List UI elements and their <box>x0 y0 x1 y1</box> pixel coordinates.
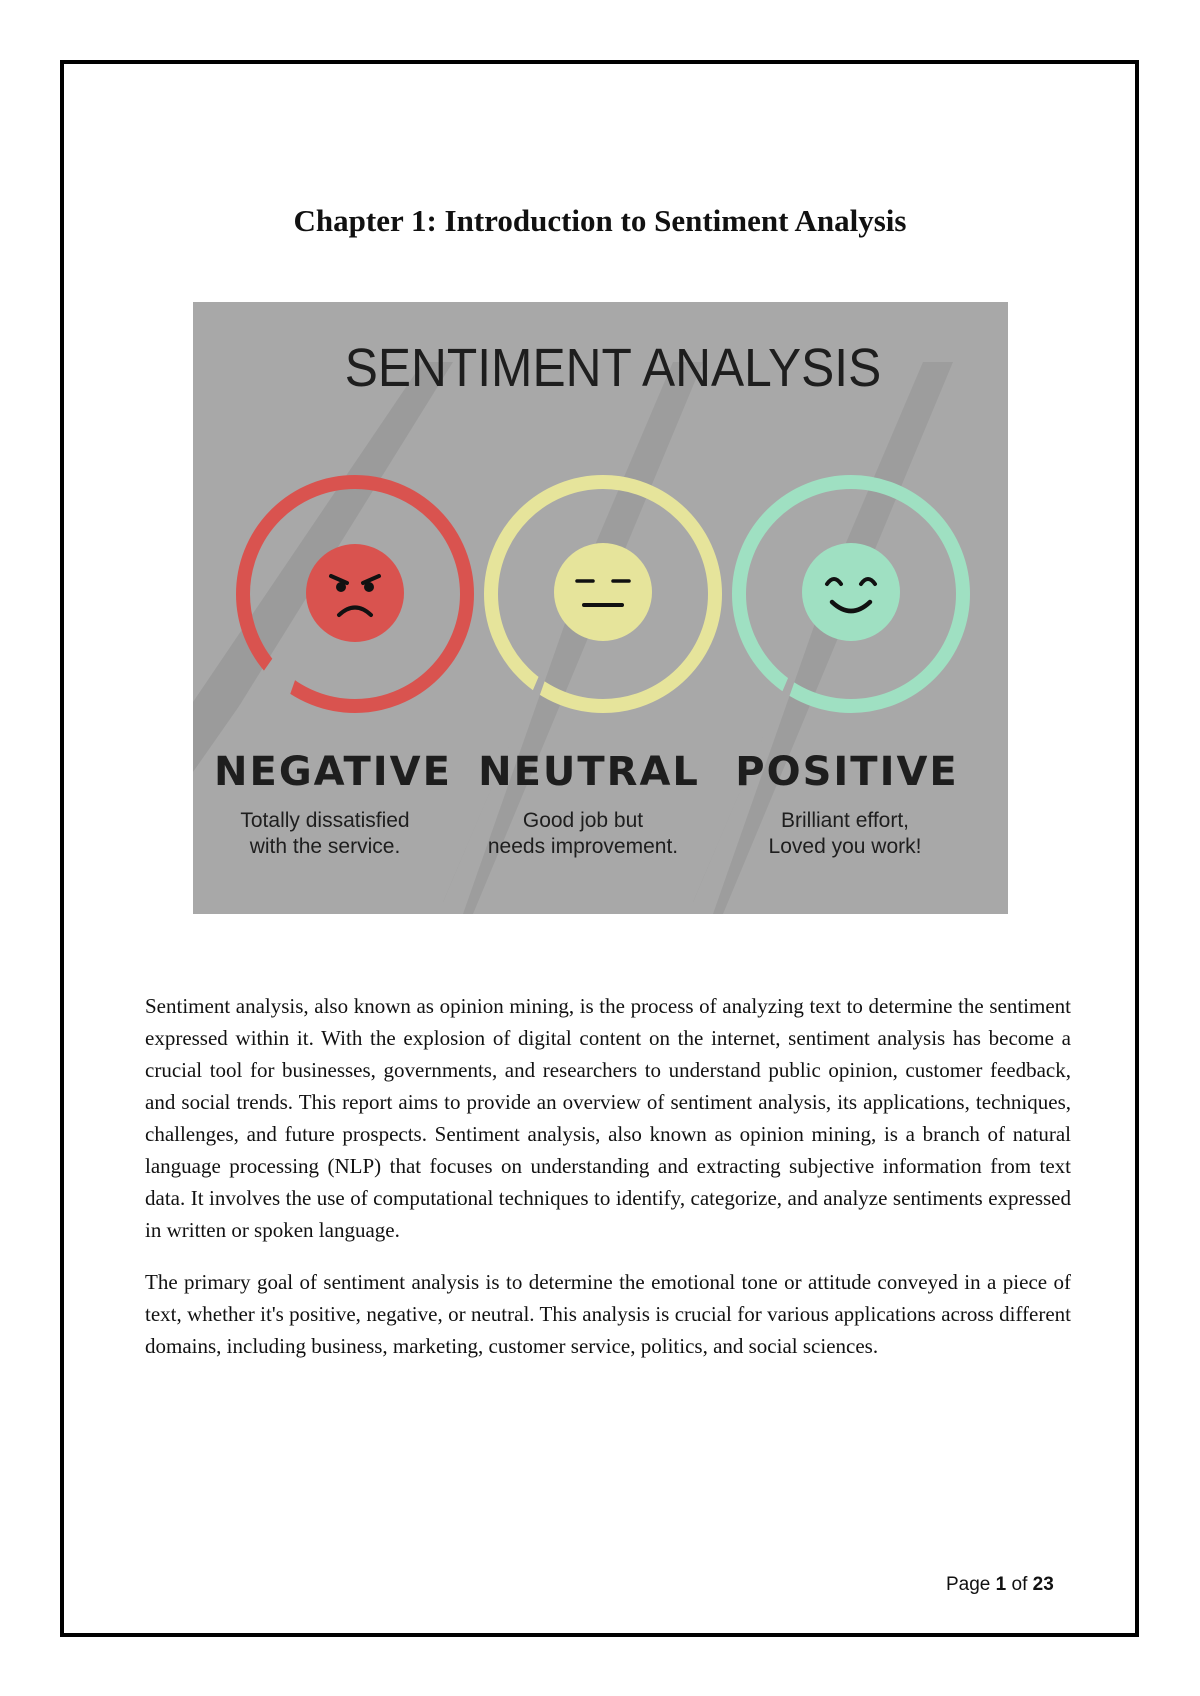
page-total: 23 <box>1032 1574 1054 1595</box>
neutral-face-icon <box>554 543 652 641</box>
figure-heading: SENTIMENT ANALYSIS <box>344 337 882 398</box>
positive-indicator <box>688 482 963 914</box>
paragraph-2: The primary goal of sentiment analysis is to determine the emotional tone or attitude conveyed in a piece of text, whether it's positive, negative, or neutral. This analysis is crucial for various applications across different domains, including business, marketing, customer service, politics, and social sciences. <box>145 1270 1071 1358</box>
page-of: of <box>1011 1574 1028 1595</box>
body-text <box>145 990 1071 1382</box>
paragraph-1: Sentiment analysis, also known as opinion mining, is the process of analyzing text to determine the sentiment expressed within it. With the explosion of digital content on the internet, sentiment analysis has become a crucial tool for businesses, governments, and researchers to understand public opinion, customer feedback, and social trends. This report aims to provide an overview of sentiment analysis, its applications, techniques, challenges, and future prospects. Sentiment analysis, also known as opinion mining, is a branch of natural language processing (NLP) that focuses on understanding and extracting subjective information from text data. It involves the use of computational techniques to identify, categorize, and analyze sentiments expressed in written or spoken language. <box>145 994 1071 1242</box>
smiling-face-icon <box>802 543 900 641</box>
positive-caption-line2: Loved you work! <box>768 835 922 858</box>
page-number <box>946 1574 1054 1596</box>
neutral-caption-line1: Good job but <box>522 809 644 832</box>
angry-face-icon <box>306 544 404 642</box>
negative-caption-line2: with the service. <box>249 835 401 858</box>
negative-label: NEGATIVE <box>214 749 452 795</box>
negative-caption-line1: Totally dissatisfied <box>240 809 410 832</box>
positive-label: POSITIVE <box>735 749 959 795</box>
chapter-title: Chapter 1: Introduction to Sentiment Analysis <box>293 203 907 238</box>
page-label: Page <box>946 1574 991 1595</box>
neutral-caption-line2: needs improvement. <box>487 835 679 858</box>
neutral-label: NEUTRAL <box>478 749 700 795</box>
sentiment-analysis-figure <box>193 302 1008 914</box>
neutral-indicator <box>438 482 715 914</box>
figure-graphic <box>193 302 1008 914</box>
positive-caption-line1: Brilliant effort, <box>781 809 909 832</box>
page-current: 1 <box>995 1574 1007 1595</box>
